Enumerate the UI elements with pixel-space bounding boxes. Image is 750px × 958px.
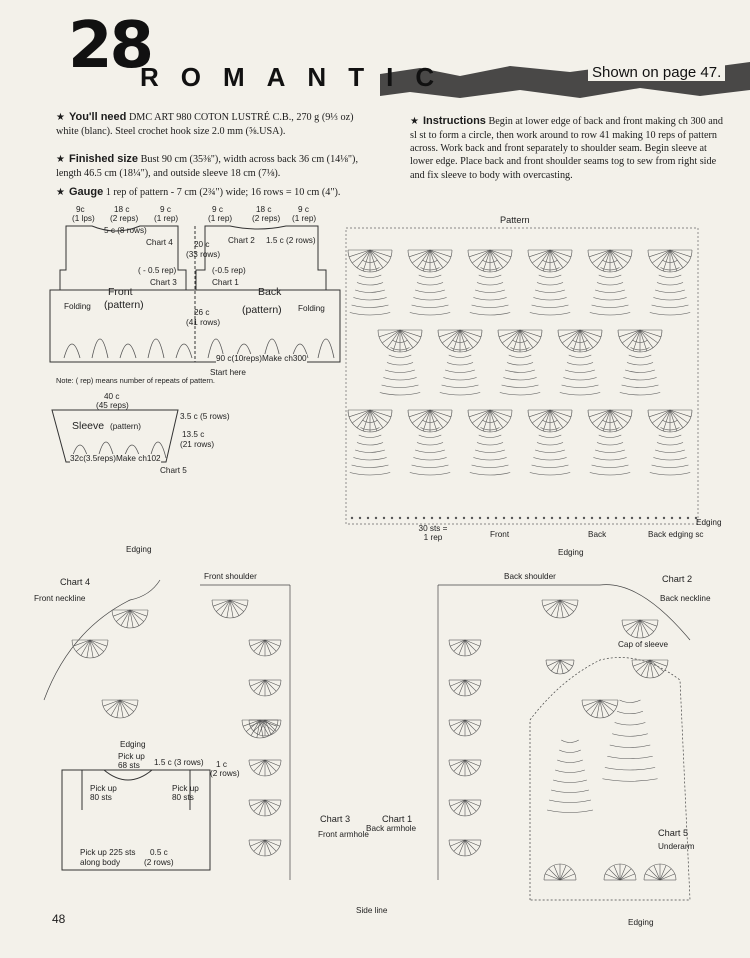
stitch-mark bbox=[535, 517, 537, 519]
sleeve-width-reps: (45 reps) bbox=[96, 401, 129, 410]
front-top-right-rep: (1 rep) bbox=[154, 214, 179, 223]
back-sub: (pattern) bbox=[242, 304, 282, 316]
body-bottom: 90 c(10reps)Make ch300 bbox=[216, 354, 307, 363]
fan-motif bbox=[438, 330, 482, 352]
body-rows: (41 rows) bbox=[186, 318, 221, 327]
armhole-chart1: Chart 1 bbox=[382, 814, 413, 824]
stitch-mark bbox=[623, 517, 625, 519]
schematic-note: Note: ( rep) means number of repeats of pattern. bbox=[56, 376, 215, 385]
stitch-mark bbox=[479, 517, 481, 519]
fan-motif bbox=[449, 680, 481, 696]
back-top-right-rep: (1 rep) bbox=[292, 214, 317, 223]
stitch-mark bbox=[575, 517, 577, 519]
stitch-mark bbox=[431, 517, 433, 519]
pineapple-motif bbox=[547, 740, 593, 813]
fan-motif bbox=[449, 760, 481, 776]
pickup-80a: Pick up bbox=[90, 784, 117, 793]
pineapple-motif bbox=[602, 700, 657, 781]
stitch-mark bbox=[391, 517, 393, 519]
stitch-mark bbox=[567, 517, 569, 519]
stitch-mark bbox=[687, 517, 689, 519]
instructions-text: Begin at lower edge of back and front making ch 300 and sl st to form a circle, then work around to row 41 making 10 reps of pattern across. Work back and front separately to shoulder seam. Begin sleeve at lower edge. Place back and front shoulder seams tog to sew from right side and fix sleeve to body with overcasting. bbox=[410, 116, 723, 181]
chart5-title: Chart 5 bbox=[658, 828, 689, 838]
fan-motif bbox=[72, 640, 108, 658]
fan-motif bbox=[449, 840, 481, 856]
pattern-number: 28 bbox=[68, 9, 152, 83]
fan-motif bbox=[498, 330, 542, 352]
armhole-rows: (33 rows) bbox=[186, 250, 221, 259]
pattern-title: Pattern bbox=[500, 215, 530, 225]
front-label: Front bbox=[108, 286, 133, 298]
chart2-ref: Chart 2 bbox=[228, 236, 255, 245]
side-line: Side line bbox=[356, 906, 388, 915]
fan-motif bbox=[528, 410, 572, 432]
body-height: 26 c bbox=[194, 308, 210, 317]
pickup-225: Pick up 225 sts bbox=[80, 848, 136, 857]
armhole-height: 20 c bbox=[194, 240, 210, 249]
fan-motif bbox=[468, 250, 512, 272]
fan-motif bbox=[249, 800, 281, 816]
fan-motif bbox=[408, 410, 452, 432]
stitch-mark bbox=[671, 517, 673, 519]
size-label: Finished size bbox=[68, 153, 139, 165]
pickup-80b: Pick up bbox=[172, 784, 199, 793]
sleeve-cap: 3.5 c (5 rows) bbox=[180, 412, 230, 421]
stitch-mark bbox=[351, 517, 353, 519]
fan-motif bbox=[582, 700, 618, 718]
fan-motif bbox=[644, 864, 676, 880]
stitch-mark bbox=[647, 517, 649, 519]
stitch-mark bbox=[615, 517, 617, 519]
need-label: You'll need bbox=[68, 111, 127, 123]
chart4-front-shoulder: Front shoulder bbox=[204, 572, 257, 581]
need-text: DMC ART 980 COTON LUSTRÉ C.B., 270 g (9⅓ oz) white (blanc). Steel crochet hook size 2.0 mm (⅝.USA). bbox=[56, 112, 354, 137]
fan-motif bbox=[542, 600, 578, 618]
fan-motif bbox=[249, 840, 281, 856]
folding-left: Folding bbox=[64, 302, 91, 311]
star-icon: ★ bbox=[410, 116, 419, 127]
fan-motif bbox=[544, 864, 576, 880]
stitch-mark bbox=[527, 517, 529, 519]
fan-motif bbox=[648, 250, 692, 272]
stitch-mark bbox=[447, 517, 449, 519]
back-top-mid-rep: (2 reps) bbox=[252, 214, 281, 223]
fan-motif bbox=[378, 330, 422, 352]
chart5-underarm: Underarm bbox=[658, 842, 695, 851]
fan-motif bbox=[449, 640, 481, 656]
gauge-label: Gauge bbox=[68, 186, 104, 198]
stitch-mark bbox=[375, 517, 377, 519]
pattern-back-edging: Back edging sc bbox=[648, 530, 704, 539]
fan-motif bbox=[558, 330, 602, 352]
chart4-ref: Chart 4 bbox=[146, 238, 173, 247]
stitch-mark bbox=[455, 517, 457, 519]
stitch-mark bbox=[639, 517, 641, 519]
pattern-edging: Edging bbox=[696, 518, 722, 527]
stitch-mark bbox=[519, 517, 521, 519]
stitch-mark bbox=[495, 517, 497, 519]
fan-motif bbox=[348, 410, 392, 432]
stitch-mark bbox=[551, 517, 553, 519]
back-top-right-c: 9 c bbox=[298, 205, 309, 214]
chart4-title: Chart 4 bbox=[60, 577, 91, 587]
fan-motif bbox=[618, 330, 662, 352]
stitch-mark bbox=[439, 517, 441, 519]
stitch-mark bbox=[511, 517, 513, 519]
instructions-label: Instructions bbox=[422, 115, 486, 127]
chart5-ref: Chart 5 bbox=[160, 466, 187, 475]
armhole-chart3: Chart 3 bbox=[320, 814, 351, 824]
stitch-mark bbox=[559, 517, 561, 519]
pattern-front: Front bbox=[490, 530, 510, 539]
sleeve-height: 13.5 c bbox=[182, 430, 205, 439]
front-top-mid-rep: (2 reps) bbox=[110, 214, 139, 223]
stitch-mark bbox=[607, 517, 609, 519]
chart5-edging: Edging bbox=[628, 918, 654, 927]
front-sub: (pattern) bbox=[104, 299, 144, 311]
chart2-back-neckline: Back neckline bbox=[660, 594, 711, 603]
page-number: 48 bbox=[52, 912, 66, 926]
sleeve-bottom: 32c(3.5reps)Make ch102 bbox=[70, 454, 161, 463]
pickup-1c: 1 c bbox=[216, 760, 227, 769]
pickup-68: Pick up bbox=[118, 752, 145, 761]
stitch-mark bbox=[367, 517, 369, 519]
fan-motif bbox=[604, 864, 636, 880]
stitch-mark bbox=[631, 517, 633, 519]
chart2-title: Chart 2 bbox=[662, 574, 693, 584]
stitch-mark bbox=[415, 517, 417, 519]
stitch-mark bbox=[599, 517, 601, 519]
pattern-back: Back bbox=[588, 530, 607, 539]
back-top-left-rep: (1 rep) bbox=[208, 214, 233, 223]
size-text: Bust 90 cm (35⅜"), width across back 36 cm (14⅛"), length 46.5 cm (18¼"), and outside sleeve 18 cm (7⅛). bbox=[56, 154, 358, 179]
chart3-ref: Chart 3 bbox=[150, 278, 177, 287]
pickup-2rows: (2 rows) bbox=[210, 769, 240, 778]
fan-motif bbox=[528, 250, 572, 272]
folding-right: Folding bbox=[298, 304, 325, 313]
back-top-mid-c: 18 c bbox=[256, 205, 272, 214]
stitch-mark bbox=[543, 517, 545, 519]
sleeve-height-rows: (21 rows) bbox=[180, 440, 215, 449]
fan-motif bbox=[348, 250, 392, 272]
stitch-mark bbox=[679, 517, 681, 519]
front-top-left-rep: (1 lps) bbox=[72, 214, 95, 223]
pickup-80b-b: 80 sts bbox=[172, 793, 194, 802]
front-top-left-c: 9c bbox=[76, 205, 85, 214]
fan-motif bbox=[249, 680, 281, 696]
pickup-edging: Edging bbox=[120, 740, 146, 749]
stitch-mark bbox=[471, 517, 473, 519]
fan-motif bbox=[249, 760, 281, 776]
fan-motif bbox=[546, 660, 574, 674]
front-armhole: Front armhole bbox=[318, 830, 369, 839]
start-here: Start here bbox=[210, 368, 246, 377]
stitch-mark bbox=[655, 517, 657, 519]
pickup-68b: 68 sts bbox=[118, 761, 140, 770]
gauge-text: 1 rep of pattern - 7 cm (2¾") wide; 16 rows = 10 cm (4"). bbox=[105, 187, 341, 198]
stitch-mark bbox=[399, 517, 401, 519]
stitch-mark bbox=[359, 517, 361, 519]
pattern-title: ROMANTIC bbox=[140, 62, 457, 92]
chart4-front-neckline: Front neckline bbox=[34, 594, 86, 603]
back-top-left-c: 9 c bbox=[212, 205, 223, 214]
stitch-mark bbox=[583, 517, 585, 519]
stitch-mark bbox=[407, 517, 409, 519]
fan-motif bbox=[468, 410, 512, 432]
fan-motif bbox=[449, 800, 481, 816]
fan-motif bbox=[632, 660, 668, 678]
pickup-3rows: 1.5 c (3 rows) bbox=[154, 758, 204, 767]
fan-motif bbox=[408, 250, 452, 272]
front-top-right-c: 9 c bbox=[160, 205, 171, 214]
stitch-mark bbox=[487, 517, 489, 519]
stitch-mark bbox=[383, 517, 385, 519]
stitch-mark bbox=[591, 517, 593, 519]
pickup-2rows-b: (2 rows) bbox=[144, 858, 174, 867]
chart4-edging: Edging bbox=[126, 545, 152, 554]
stitch-mark bbox=[503, 517, 505, 519]
minus-rep-left: ( - 0.5 rep) bbox=[138, 266, 177, 275]
fan-motif bbox=[622, 620, 658, 638]
chart1-ref: Chart 1 bbox=[212, 278, 239, 287]
stitch-mark bbox=[463, 517, 465, 519]
fan-motif bbox=[102, 700, 138, 718]
fan-motif bbox=[212, 600, 248, 618]
sleeve-sub: (pattern) bbox=[110, 422, 141, 431]
shown-on-page: Shown on page 47. bbox=[588, 64, 725, 81]
chart2-back-shoulder: Back shoulder bbox=[504, 572, 556, 581]
back-label: Back bbox=[258, 286, 282, 298]
star-icon: ★ bbox=[56, 112, 65, 123]
back-neck-depth: 1.5 c (2 rows) bbox=[266, 236, 316, 245]
chart2-cap: Cap of sleeve bbox=[618, 640, 669, 649]
pickup-80a-b: 80 sts bbox=[90, 793, 112, 802]
fan-motif bbox=[249, 640, 281, 656]
star-icon: ★ bbox=[56, 154, 65, 165]
minus-rep-right: (-0.5 rep) bbox=[212, 266, 246, 275]
stitch-mark bbox=[663, 517, 665, 519]
pattern-rep: 30 sts = 1 rep bbox=[418, 524, 448, 542]
fan-motif bbox=[449, 720, 481, 736]
sleeve-label: Sleeve bbox=[72, 420, 105, 432]
fan-motif bbox=[588, 250, 632, 272]
stitch-mark bbox=[423, 517, 425, 519]
fan-motif bbox=[648, 410, 692, 432]
fan-motif bbox=[112, 610, 148, 628]
front-top-mid-c: 18 c bbox=[114, 205, 130, 214]
sleeve-width: 40 c bbox=[104, 392, 120, 401]
fan-motif bbox=[588, 410, 632, 432]
front-neck-depth: 5 c (8 rows) bbox=[104, 226, 147, 235]
pickup-along: along body bbox=[80, 858, 121, 867]
chart2-edging: Edging bbox=[558, 548, 584, 557]
star-icon: ★ bbox=[56, 187, 65, 198]
back-armhole: Back armhole bbox=[366, 824, 417, 833]
pickup-half-c: 0.5 c bbox=[150, 848, 168, 857]
